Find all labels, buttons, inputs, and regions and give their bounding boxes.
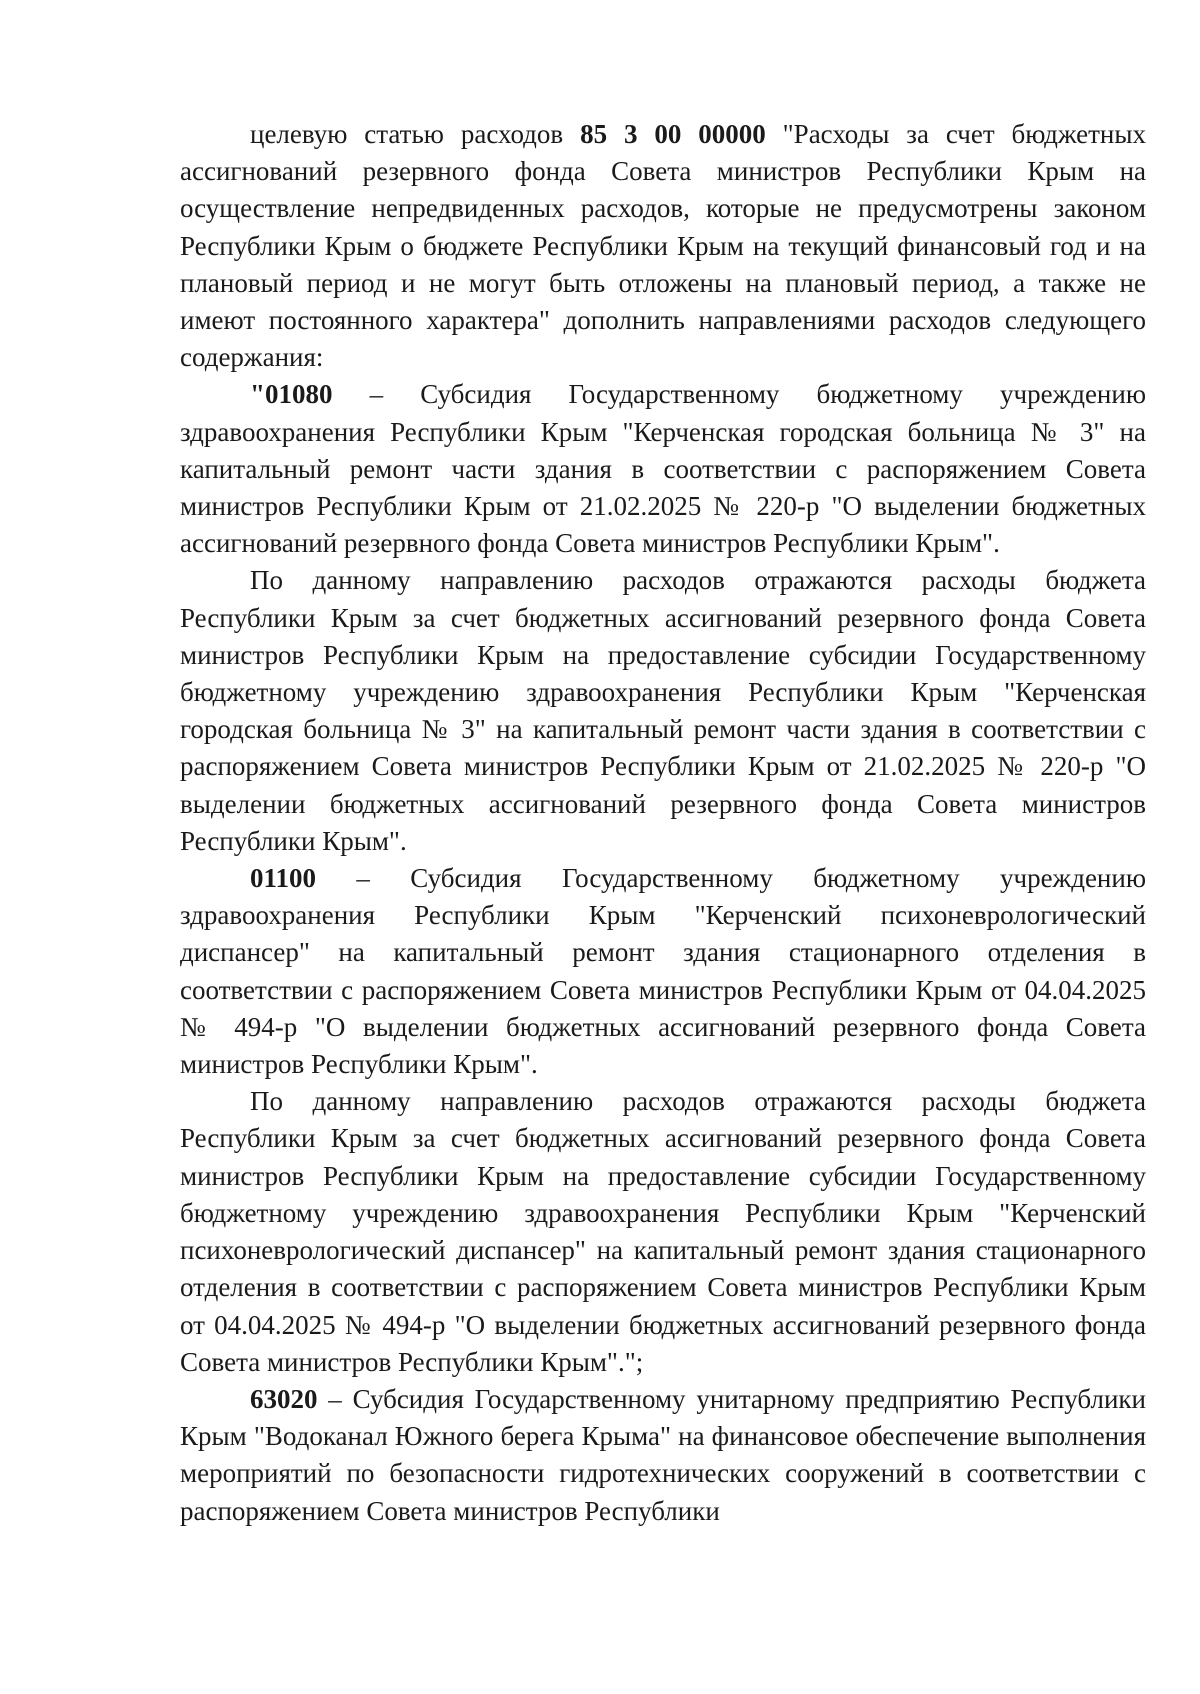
expense-explanation-01100: По данному направлению расходов отражаются расходы бюджета Республики Крым за счет бюджетных ассигнований резервного фонда Совета министров Республики Крым на предоставление субсидии Государственному бюджетному учреждению здравоохранения Республики Крым "Керченский психоневрологический диспансер" на капитальный ремонт здания стационарного отделения в соответствии с распоряжением Совета министров Республики Крым от 04.04.2025 № 494-р "О выделении бюджетных ассигнований резервного фонда Совета министров Республики Крым"."; — [180, 1086, 1146, 1377]
expense-description: Субсидия Государственному унитарному предприятию Республики Крым "Водоканал Южного берега Крыма" на финансовое обеспечение выполнения мероприятий по безопасности гидротехнических сооружений в соответствии с распоряжением Совета министров Республики — [180, 1383, 1146, 1526]
expense-description: Субсидия Государственному бюджетному учреждению здравоохранения Республики Крым "Керченская городская больница № 3" на капитальный ремонт части здания в соответствии с распоряжением Совета министров Республики Крым от 21.02.2025 № 220-р "О выделении бюджетных ассигнований резервного фонда Совета министров Республики Крым". — [180, 379, 1146, 559]
expense-explanation-01080: По данному направлению расходов отражаются расходы бюджета Республики Крым за счет бюджетных ассигнований резервного фонда Совета министров Республики Крым на предоставление субсидии Государственному бюджетному учреждению здравоохранения Республики Крым "Керченская городская больница № 3" на капитальный ремонт части здания в соответствии с распоряжением Совета министров Республики Крым от 21.02.2025 № 220-р "О выделении бюджетных ассигнований резервного фонда Совета министров Республики Крым". — [180, 565, 1146, 856]
intro-after-code: "Расходы за счет бюджетных ассигнований резервного фонда Совета министров Республики Крым на осуществление непредвиденных расходов, которые не предусмотрены законом Республики Крым о бюджете Республики Крым на текущий финансовый год и на плановый период и не могут быть отложены на плановый период, а также не имеют постоянного характера" дополнить направлениями расходов следующего содержания: — [180, 119, 1146, 373]
expense-item-01080 — [180, 376, 1146, 562]
expense-item-63020 — [180, 1381, 1146, 1530]
document-body — [180, 116, 1146, 1530]
code-dash: – — [332, 379, 421, 410]
code-dash: – — [316, 863, 411, 894]
expense-code: 63020 — [250, 1383, 318, 1414]
expense-code: 01100 — [250, 863, 317, 894]
target-article-code: 85 3 00 00000 — [580, 119, 766, 149]
expense-description: Субсидия Государственному бюджетному учреждению здравоохранения Республики Крым "Керченский психоневрологический диспансер" на капитальный ремонт здания стационарного отделения в соответствии с распоряжением Совета министров Республики Крым от 04.04.2025 № 494-р "О выделении бюджетных ассигнований резервного фонда Совета министров Республики Крым". — [180, 863, 1146, 1080]
intro-before-code: целевую статью расходов — [250, 119, 581, 149]
intro-paragraph — [180, 116, 1146, 376]
code-dash: – — [317, 1383, 353, 1414]
expense-code: "01080 — [250, 379, 333, 410]
expense-item-01100 — [180, 860, 1146, 1083]
